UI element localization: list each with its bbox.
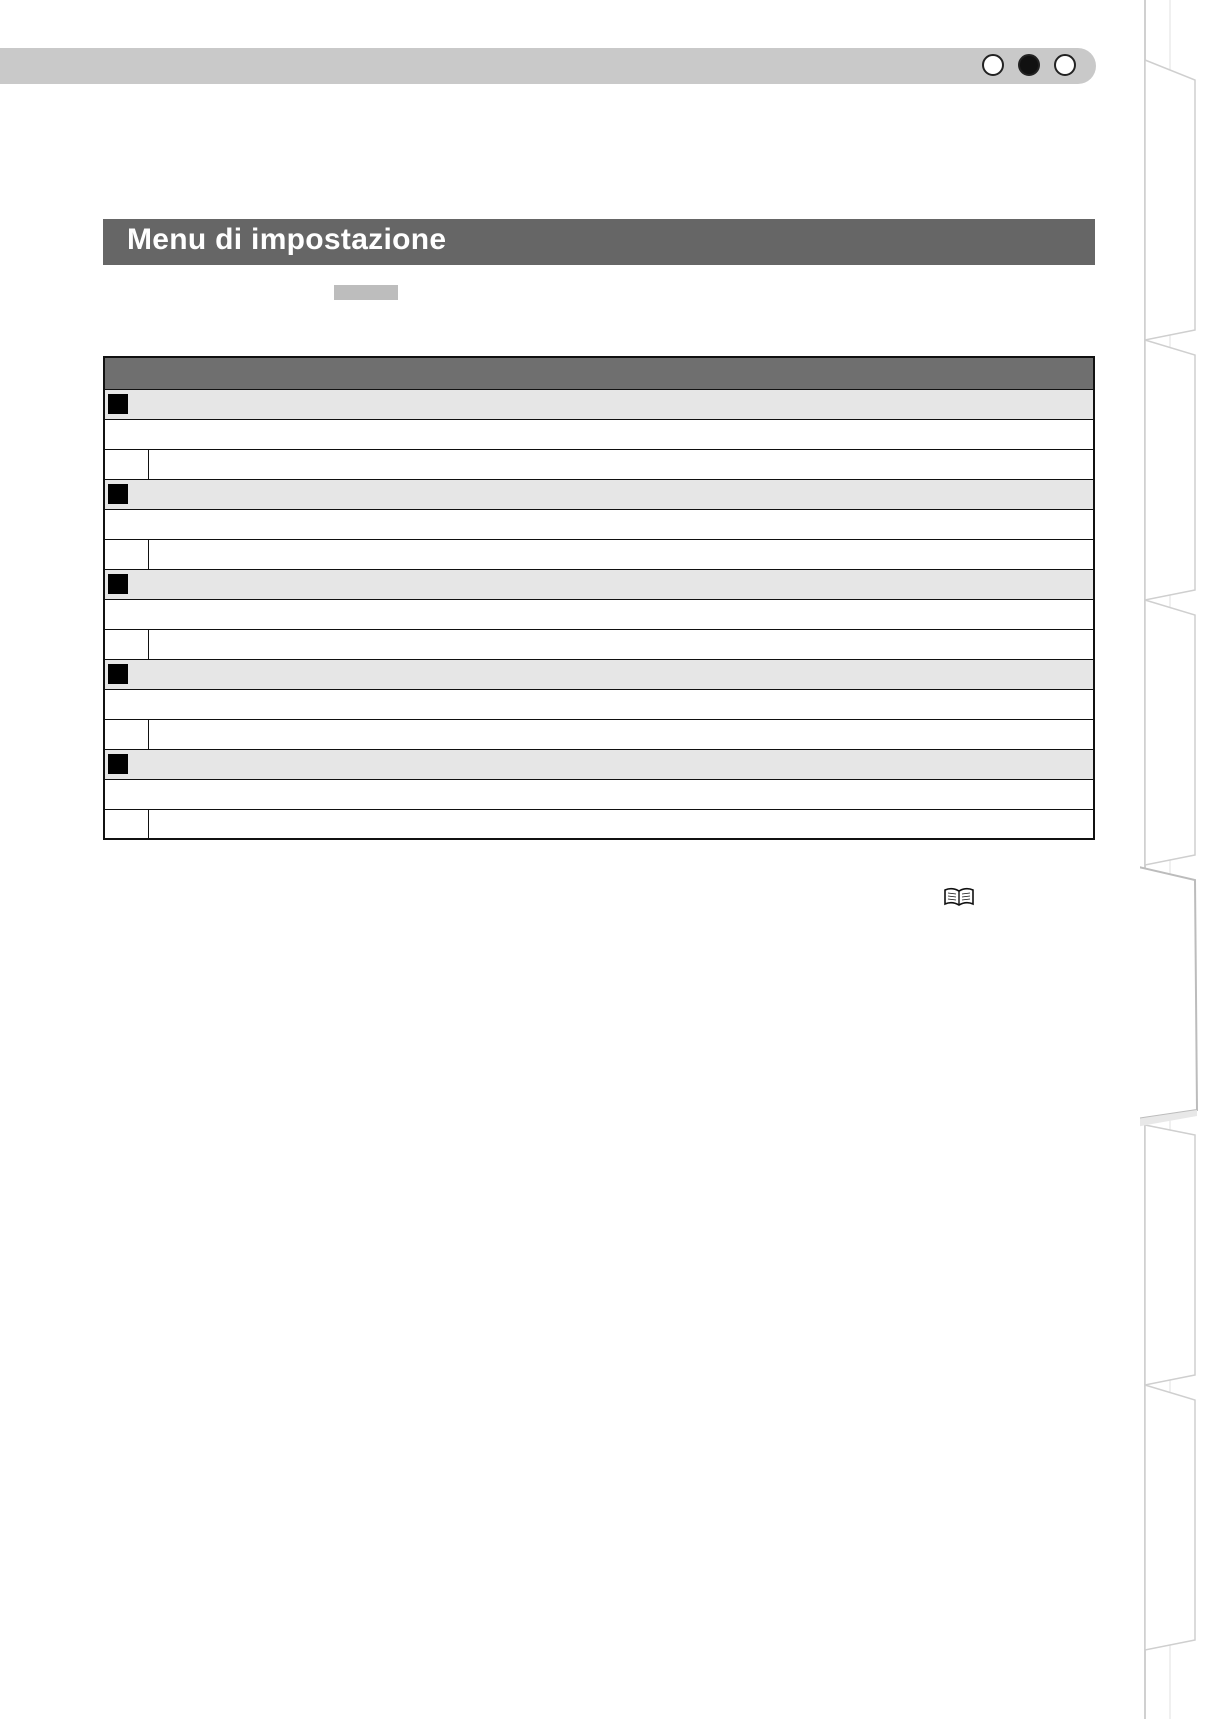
black-square-icon xyxy=(108,754,128,774)
section-title: Menu di impostazione xyxy=(127,223,447,256)
chapter-tab[interactable] xyxy=(1145,1385,1195,1650)
chapter-band xyxy=(0,48,1096,84)
chapter-tab[interactable] xyxy=(1145,340,1195,600)
empty-circle-icon xyxy=(982,54,1004,76)
table-row xyxy=(104,719,1094,749)
table-row xyxy=(104,509,1094,539)
table-row xyxy=(104,779,1094,809)
table-row xyxy=(104,449,1094,479)
section-header xyxy=(103,219,1095,265)
settings-table xyxy=(103,356,1095,840)
chapter-tabs xyxy=(1140,0,1226,1719)
gray-marker xyxy=(334,285,398,300)
chapter-tab[interactable] xyxy=(1145,600,1195,865)
table-group-row xyxy=(104,749,1094,779)
table-group-row xyxy=(104,569,1094,599)
table-row xyxy=(104,629,1094,659)
chapter-tab[interactable] xyxy=(1145,1125,1195,1385)
table-header-row xyxy=(104,357,1094,389)
table-row xyxy=(104,689,1094,719)
black-square-icon xyxy=(108,394,128,414)
table-group-row xyxy=(104,659,1094,689)
table-row xyxy=(104,599,1094,629)
black-square-icon xyxy=(108,484,128,504)
filled-circle-icon xyxy=(1018,54,1040,76)
chapter-tab-active[interactable] xyxy=(1140,865,1197,1120)
book-icon xyxy=(943,887,975,907)
table-row xyxy=(104,809,1094,839)
black-square-icon xyxy=(108,574,128,594)
empty-circle-icon xyxy=(1054,54,1076,76)
black-square-icon xyxy=(108,664,128,684)
table-row xyxy=(104,419,1094,449)
table-group-row xyxy=(104,389,1094,419)
chapter-tab[interactable] xyxy=(1145,60,1195,340)
table-row xyxy=(104,539,1094,569)
table-group-row xyxy=(104,479,1094,509)
